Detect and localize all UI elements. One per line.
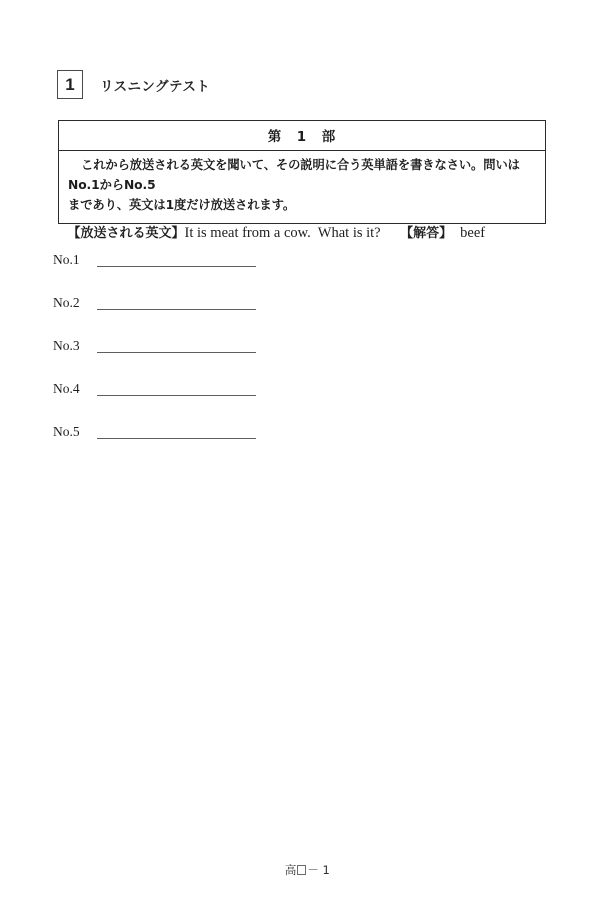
footer-prefix: 高 [284, 863, 297, 877]
section-heading [57, 70, 210, 99]
answer-row [53, 381, 353, 424]
example-label: 【放送される英文】 [67, 226, 185, 242]
answer-row [53, 424, 353, 467]
example-sentence: It is meat from a cow. What is it? [184, 225, 381, 242]
question-number: 1 [65, 75, 75, 94]
answer-blank-line[interactable] [97, 252, 256, 267]
footer-suffix: － 1 [307, 863, 330, 877]
answer-label: No.3 [53, 338, 80, 353]
footer-page-marker [0, 848, 600, 892]
instruction-line-2: まであり、英文は1度だけ放送されます。 [68, 197, 296, 212]
missing-glyph-icon [297, 865, 306, 875]
section-title: リスニングテスト [100, 78, 211, 95]
answer-blank-line[interactable] [97, 424, 256, 439]
answer-row [53, 338, 353, 381]
question-number-box [57, 70, 83, 99]
answer-blank-line[interactable] [97, 381, 256, 396]
answer-label: No.4 [53, 381, 80, 396]
answer-label: No.2 [53, 295, 80, 310]
answer-label: No.5 [53, 424, 80, 439]
answer-row [53, 252, 353, 295]
instruction-line-1: これから放送される英文を聞いて、その説明に合う英単語を書きなさい。問いはNo.1からNo.5 [68, 158, 520, 192]
answer-blank-line[interactable] [97, 338, 256, 353]
answer-label: No.1 [53, 252, 80, 267]
answer-list [53, 252, 353, 467]
answer-row [53, 295, 353, 338]
example-answer-value: beef [460, 225, 486, 242]
answer-blank-line[interactable] [97, 295, 256, 310]
instruction-box-title: 第 1 部 [59, 121, 545, 151]
example-answer-label: 【解答】 [406, 226, 446, 242]
